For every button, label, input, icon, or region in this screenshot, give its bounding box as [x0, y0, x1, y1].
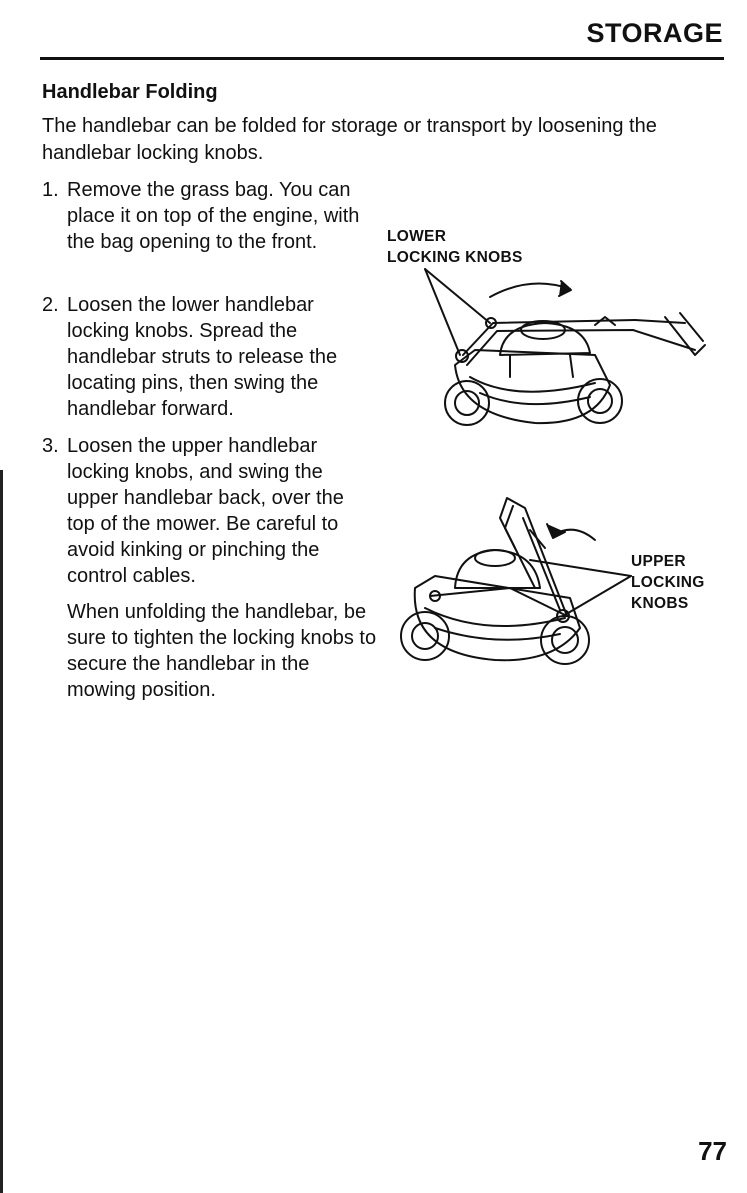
step-3 — [42, 433, 372, 589]
mower-lower-knobs-illustration — [395, 265, 715, 430]
step-text: Remove the grass bag. You can place it on top of the engine, with the bag opening to the front. — [67, 179, 360, 253]
wheel-icon — [401, 612, 449, 660]
page-number: 77 — [698, 1136, 727, 1166]
mower-deck — [455, 350, 610, 423]
rotation-arrow — [490, 284, 570, 297]
label-line: KNOBS — [631, 595, 689, 612]
section-heading: Handlebar Folding — [42, 81, 218, 103]
mower-upper-knobs-illustration — [395, 488, 635, 673]
step-number: 3. — [42, 435, 59, 457]
arrow-head-icon — [559, 281, 571, 296]
step-number: 2. — [42, 294, 59, 316]
upper-knobs-label — [631, 551, 705, 614]
label-line: LOWER — [387, 228, 447, 245]
step-2 — [42, 292, 372, 422]
step-number: 1. — [42, 179, 59, 201]
leader-line — [563, 576, 631, 616]
label-line: UPPER — [631, 553, 686, 570]
arrow-head-icon — [547, 524, 565, 538]
lower-knobs-label — [387, 226, 523, 268]
unfolding-note: When unfolding the handlebar, be sure to tighten the locking knobs to secure the handlebar in the mowing position. — [67, 601, 377, 701]
page-edge — [0, 470, 3, 1193]
page-section-title: STORAGE — [586, 18, 723, 48]
label-line: LOCKING KNOBS — [387, 249, 523, 266]
wheel-icon — [541, 616, 589, 664]
header-divider — [40, 57, 724, 60]
step-text: Loosen the upper handlebar locking knobs, and swing the upper handlebar back, over the top of the mower. Be careful to avoid kinking or pinching the control cables. — [67, 435, 344, 587]
intro-paragraph: The handlebar can be folded for storage or transport by loosening the handlebar locking knobs. — [42, 115, 657, 164]
step-text: Loosen the lower handlebar locking knobs. Spread the handlebar struts to release the locating pins, then swing the handlebar forward. — [67, 294, 338, 420]
leader-line — [425, 269, 460, 355]
label-line: LOCKING — [631, 574, 705, 591]
handlebar-strut — [430, 588, 567, 616]
step-1 — [42, 177, 372, 255]
leader-line — [425, 269, 490, 323]
wheel-icon — [445, 381, 489, 425]
